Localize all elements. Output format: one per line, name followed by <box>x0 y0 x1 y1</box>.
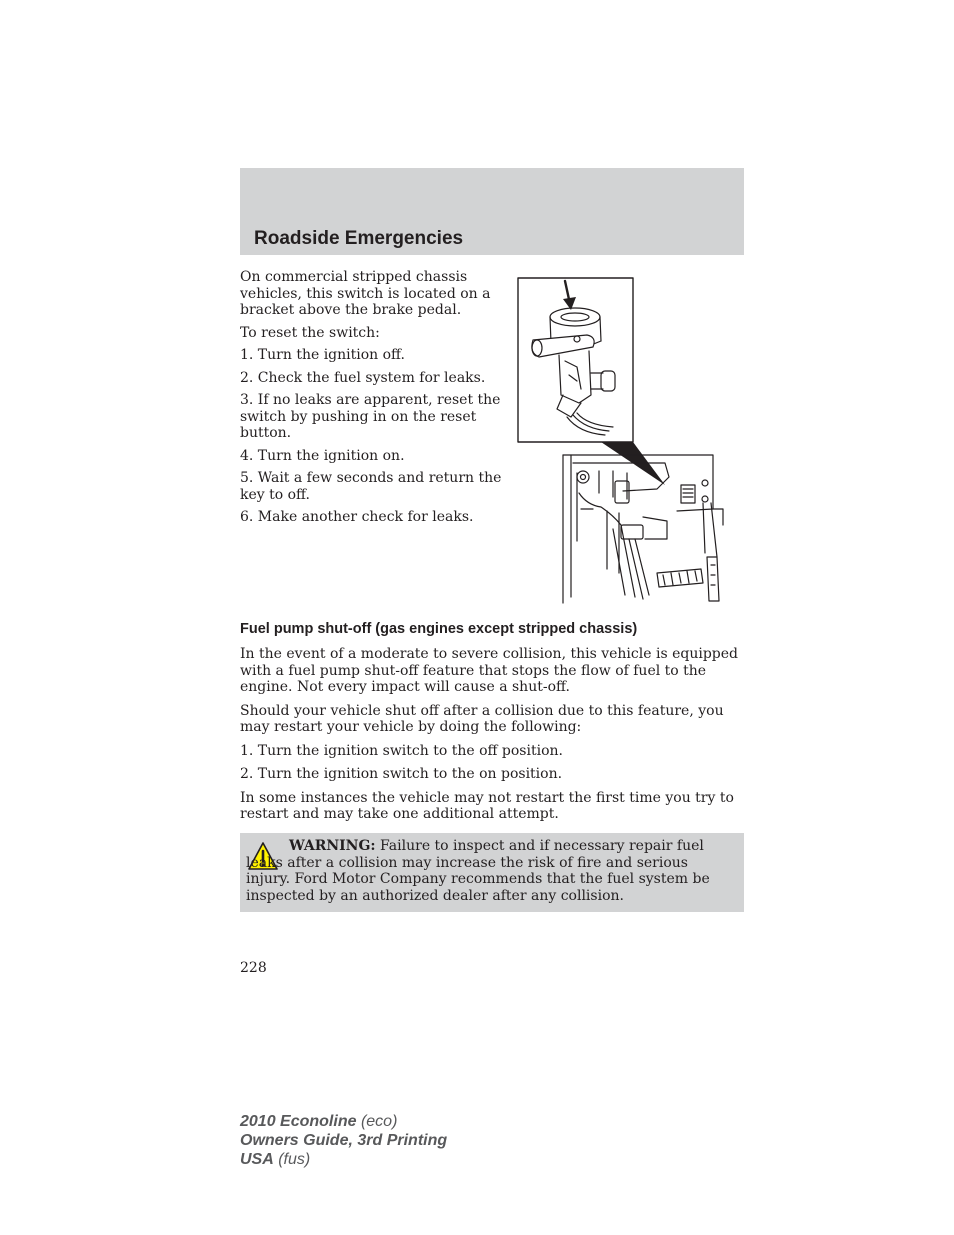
footer-line <box>240 1112 447 1131</box>
section-title: Roadside Emergencies <box>254 228 464 249</box>
intro-column <box>240 269 502 532</box>
footer-line <box>240 1131 447 1150</box>
section-heading: Fuel pump shut-off (gas engines except stripped chassis) <box>240 621 638 637</box>
warning-body: Failure to inspect and if necessary repair fuel leaks after a collision may increase the risk of fire and serious injury. Ford Motor Company recommends that the fuel system be inspected by an authorized dealer after any collision. <box>246 838 710 904</box>
restart-step: 2. Turn the ignition switch to the on position. <box>240 766 563 782</box>
reset-step: 2. Check the fuel system for leaks. <box>240 369 486 386</box>
warning-text <box>246 838 730 904</box>
section-body <box>240 646 748 830</box>
page-number: 228 <box>240 960 267 976</box>
footer-market: USA <box>240 1151 274 1168</box>
footer-market-code: (fus) <box>273 1151 311 1168</box>
footer-line <box>240 1150 447 1169</box>
reset-step: 3. If no leaks are apparent, reset the switch by pushing in on the reset button. <box>240 392 501 441</box>
intro-paragraph: To reset the switch: <box>240 324 380 341</box>
reset-step: 6. Make another check for leaks. <box>240 509 474 525</box>
footer-model: 2010 Econoline <box>240 1113 357 1130</box>
reset-step: 4. Turn the ignition on. <box>240 447 405 464</box>
warning-box <box>240 833 744 912</box>
footer-model-code: (eco) <box>356 1113 398 1130</box>
intro-paragraph: On commercial stripped chassis vehicles, this switch is located on a bracket above the brake pedal. <box>240 269 491 318</box>
section-paragraph: In some instances the vehicle may not restart the first time you try to restart and may take one additional attempt. <box>240 789 734 822</box>
restart-step: 1. Turn the ignition switch to the off position. <box>240 742 563 759</box>
inertia-switch-illustration-icon <box>517 277 727 605</box>
reset-step: 5. Wait a few seconds and return the key to off. <box>240 470 502 503</box>
warning-label: WARNING: <box>289 838 376 854</box>
document-footer <box>240 1112 447 1169</box>
footer-edition: Owners Guide, 3rd Printing <box>240 1132 448 1149</box>
reset-step: 1. Turn the ignition off. <box>240 347 405 363</box>
section-header-band <box>240 168 744 255</box>
section-paragraph: In the event of a moderate to severe collision, this vehicle is equipped with a fuel pump shut-off feature that stops the flow of fuel to the engine. Not every impact will cause a shut-off. <box>240 646 738 695</box>
section-paragraph: Should your vehicle shut off after a collision due to this feature, you may restart your vehicle by doing the following: <box>240 702 724 735</box>
